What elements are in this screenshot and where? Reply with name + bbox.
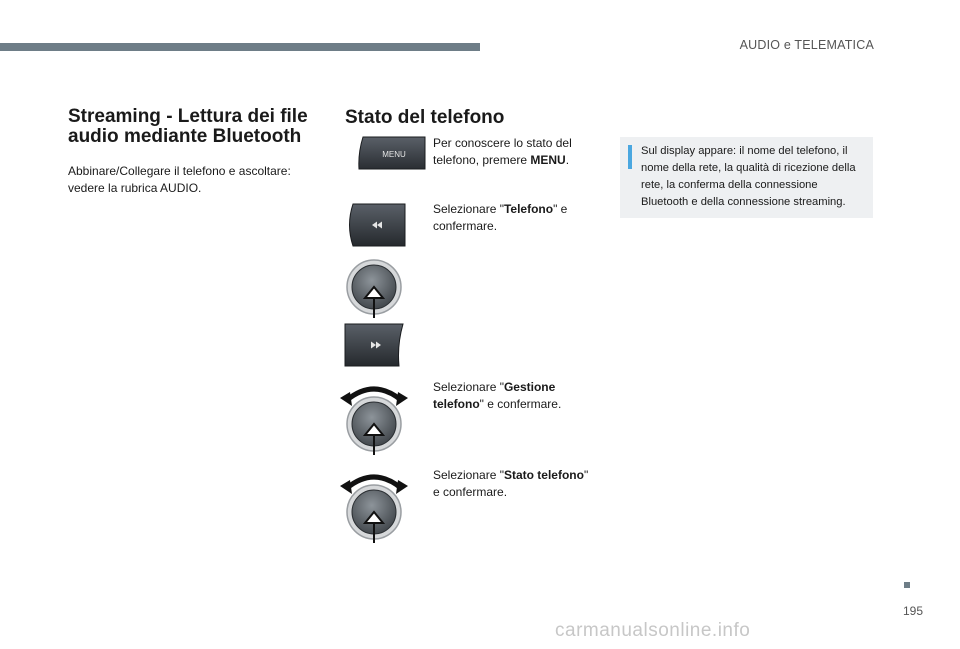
page-marker	[904, 582, 910, 588]
phone-status-title: Stato del telefono	[345, 107, 505, 128]
step-stato-keyword: Stato telefono	[503, 468, 584, 482]
step-telefono-keyword: Telefono	[503, 202, 554, 216]
streaming-title: Streaming - Lettura dei file audio mediante Bluetooth	[68, 106, 308, 147]
knob-rotate-press-icon	[338, 466, 410, 544]
section-header: AUDIO e TELEMATICA	[739, 38, 874, 52]
menu-button-icon	[357, 135, 427, 173]
info-icon	[628, 145, 632, 169]
knob-press-icon	[343, 258, 405, 322]
menu-button-label: MENU	[382, 150, 406, 159]
info-box	[620, 137, 873, 218]
rewind-button-icon	[345, 202, 407, 248]
knob-rotate-press-icon	[338, 378, 410, 456]
step-stato-text: Selezionare "Stato telefono" e confermare.	[433, 468, 589, 499]
watermark: carmanualsonline.info	[555, 620, 751, 641]
step-menu-keyword: MENU	[530, 153, 566, 167]
page-number: 195	[903, 604, 924, 618]
info-text: Sul display appare: il nome del telefono, il nome della rete, la qualità di ricezione della rete, la conferma della connessione Bluetooth e della connessione streaming.	[641, 145, 856, 208]
step-gestione-keyword: Gestione telefono	[433, 380, 556, 411]
step-telefono-text: Selezionare "Telefono" e confermare.	[433, 202, 568, 233]
streaming-body: Abbinare/Collegare il telefono e ascoltare: vedere la rubrica AUDIO.	[68, 164, 291, 195]
step-gestione-text: Selezionare "Gestione telefono" e confermare.	[433, 380, 562, 411]
forward-button-icon	[343, 322, 405, 368]
header-bar	[0, 43, 480, 51]
step-menu-text: Per conoscere lo stato del telefono, premere MENU.	[433, 136, 572, 167]
